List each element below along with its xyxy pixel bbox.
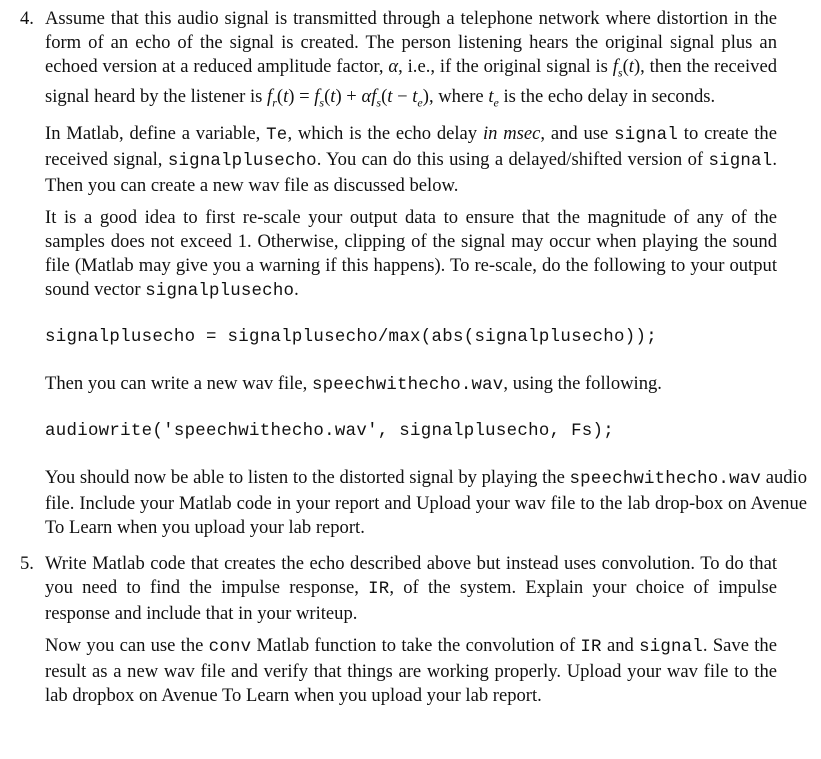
text-run: to create the received signal, xyxy=(45,123,777,171)
code-block-rescale: signalplusecho = signalplusecho/max(abs(signalplusecho)); xyxy=(45,328,657,348)
math-alpha: α xyxy=(388,56,399,77)
text-run: , of the system. Explain your choice of impulse response and include that in your writeup. xyxy=(45,577,777,625)
code-ir: IR xyxy=(368,580,390,600)
paragraph-rescale xyxy=(45,206,777,304)
code-block-audiowrite: audiowrite('speechwithecho.wav', signalplusecho, Fs); xyxy=(45,422,615,442)
text-run: . xyxy=(294,279,299,301)
code-signal: signal xyxy=(708,152,773,172)
code-te: Te xyxy=(266,126,288,146)
text-run: Assume that this audio signal is transmitted through a telephone network where distortion in the form of an echo of the signal is created. The person listening hears the original signal plus an echoed version at a reduced amplitude factor, xyxy=(45,8,777,77)
list-item-4 xyxy=(0,7,821,540)
code-signalplusecho: signalplusecho xyxy=(145,282,295,302)
text-run: In Matlab, define a variable, xyxy=(45,123,261,145)
text-run: audio file. Include your Matlab code in your report and Upload your wav file to the lab drop-box on Avenue To Learn when you upload your lab report. xyxy=(45,467,807,539)
text-run: , where xyxy=(428,85,484,107)
paragraph-listen xyxy=(45,466,807,540)
math-fs-t: $f_s(t)$ xyxy=(612,56,641,80)
code-conv: conv xyxy=(208,638,252,658)
item-number: 5. xyxy=(20,553,34,575)
text-run: . Save the result as a new wav file and verify that things are working properly. Upload your wav file to the lab dropbox on Avenue To Learn when you upload your lab report. xyxy=(45,635,777,707)
code-ir: IR xyxy=(580,638,602,658)
text-run: . You can do this using a delayed/shifted version of xyxy=(316,149,704,171)
code-filename: speechwithecho.wav xyxy=(311,376,504,396)
code-signal: signal xyxy=(614,126,678,146)
item-number: 4. xyxy=(20,8,34,29)
text-run: , and use xyxy=(540,123,609,145)
document-page xyxy=(0,7,821,708)
paragraph-convolution xyxy=(45,552,777,626)
text-run: then the received signal heard by the listener is xyxy=(45,56,777,107)
text-run: Then you can write a new wav file, xyxy=(45,373,308,395)
text-run: , i.e., if the original signal is xyxy=(398,56,608,77)
text-run: is the echo delay in seconds. xyxy=(503,85,716,107)
paragraph-write-wav xyxy=(45,372,777,398)
text-run: Write Matlab code that creates the echo described above but instead uses convolution. To do that you need to find the impulse response, xyxy=(45,553,777,599)
emphasis-msec: in msec xyxy=(482,123,541,145)
paragraph-define-te xyxy=(45,122,777,198)
paragraph-conv-function xyxy=(45,634,777,708)
text-run: Matlab function to take the convolution of xyxy=(256,635,576,657)
code-signalplusecho: signalplusecho xyxy=(167,152,317,172)
text-run: It is a good idea to first re-scale your output data to ensure that the magnitude of any of the samples does not exceed 1. Otherwise, clipping of the signal may occur when playing the sound file (Matlab may give you a warning if this happens). To re-scale, do the following to your output sound vector xyxy=(45,207,777,301)
text-run: , which is the echo delay xyxy=(287,123,478,145)
math-equation: $f_r(t) = f_s(t) + \alpha f_s(t - t_e)$ xyxy=(267,85,429,110)
text-run: . Then you can create a new wav file as discussed below. xyxy=(45,149,777,197)
code-filename: speechwithecho.wav xyxy=(569,470,761,490)
code-signal: signal xyxy=(639,638,703,658)
list-item-5 xyxy=(0,552,821,708)
text-run: and xyxy=(606,635,634,657)
math-te: $t_e$ xyxy=(488,85,499,110)
text-run: , using the following. xyxy=(503,373,662,395)
text-run: Now you can use the xyxy=(45,635,204,657)
text-run: You should now be able to listen to the distorted signal by playing the xyxy=(45,467,565,489)
math-f: f xyxy=(612,56,618,77)
paragraph-echo-description: Assume that this audio signal is transmitted through a telephone network where distortion in the form of an echo of the signal is created. The person listening hears the original signal plus an echoed version at a reduced amplitude factor, α, i.e., if the original signal is $f_s(t)$, then the received signal heard by the listener is $f_r(t) = f_s(t) + \alpha f_s(t - t_e)$, where $t_e$ is the echo delay in seconds. xyxy=(45,8,777,110)
